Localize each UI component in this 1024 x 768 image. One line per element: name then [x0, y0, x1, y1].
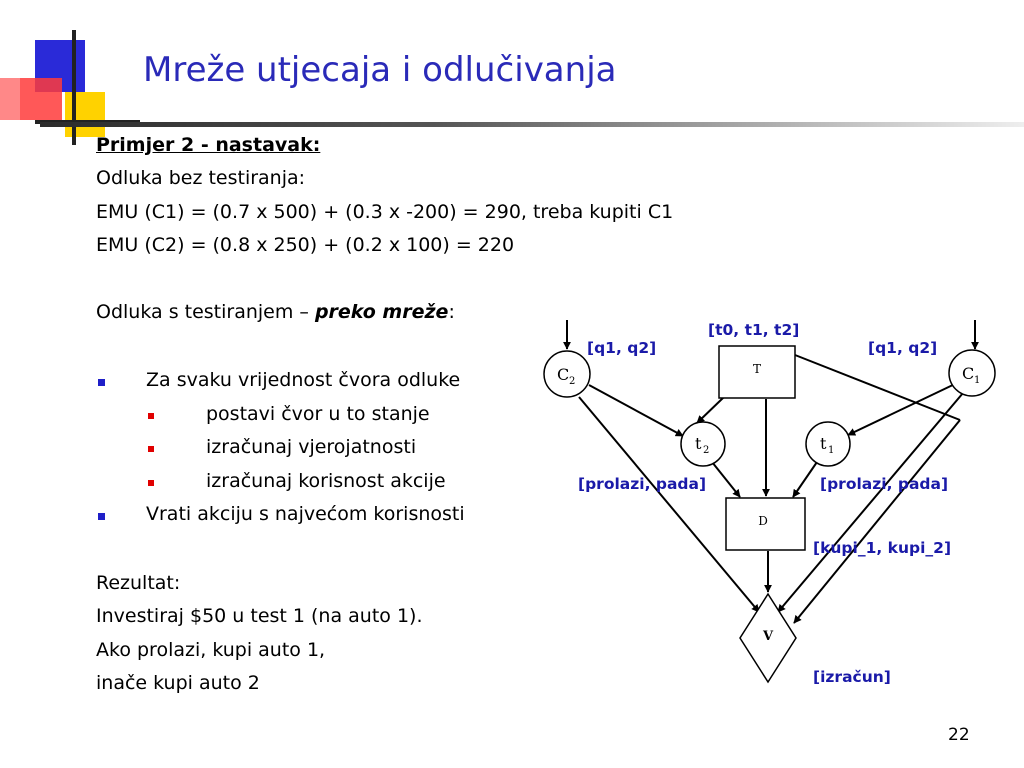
edge-t2-D [712, 462, 740, 497]
svg-text:C: C [557, 365, 570, 384]
bullet-item: Vrati akciju s najvećom korisnosti [146, 503, 465, 525]
svg-text:2: 2 [569, 376, 576, 387]
sub-bullet-item: izračunaj vjerojatnosti [206, 436, 417, 458]
sub-bullet-item: izračunaj korisnost akcije [206, 470, 446, 492]
label-c2-states: [q1, q2] [587, 339, 657, 357]
node-t2 [681, 422, 725, 466]
text-line: EMU (C2) = (0.8 x 250) + (0.2 x 100) = 220 [96, 234, 515, 256]
svg-text:D: D [758, 514, 768, 528]
svg-text:2: 2 [703, 445, 710, 456]
label-t2-states: [prolazi, pada] [578, 475, 707, 493]
node-c2 [544, 351, 590, 397]
text-line: Odluka bez testiranja: [96, 167, 306, 189]
result-line: Ako prolazi, kupi auto 1, [96, 639, 326, 661]
result-line: Investiraj $50 u test 1 (na auto 1). [96, 605, 423, 627]
result-line: Rezultat: [96, 572, 181, 594]
node-t1 [806, 422, 850, 466]
text-suffix: : [448, 301, 455, 323]
svg-text:t: t [820, 434, 827, 453]
emphasis-text: preko mreže [314, 301, 449, 323]
sub-bullet-item: postavi čvor u to stanje [206, 403, 430, 425]
svg-text:V: V [762, 629, 774, 644]
node-T [719, 346, 795, 398]
edge-t1-D [793, 462, 817, 497]
label-d-states: [kupi_1, kupi_2] [813, 539, 952, 557]
edge-c2-t2 [589, 385, 683, 436]
edge-T-t2 [697, 397, 724, 423]
node-D [726, 498, 805, 550]
text-prefix: Odluka s testiranjem – [96, 301, 309, 323]
edge-T-v [795, 355, 960, 420]
text-line: EMU (C1) = (0.7 x 500) + (0.3 x -200) = 290, treba kupiti C1 [96, 201, 674, 223]
svg-text:t: t [695, 434, 702, 453]
bullet-item: Za svaku vrijednost čvora odluke [146, 369, 461, 391]
label-t1-states: [prolazi, pada] [820, 475, 949, 493]
node-c1 [949, 350, 995, 396]
label-t-states: [t0, t1, t2] [708, 321, 800, 339]
edge-c1-t1 [848, 383, 957, 435]
svg-text:C: C [962, 364, 975, 383]
example-heading: Primjer 2 - nastavak: [96, 134, 321, 156]
label-c1-states: [q1, q2] [868, 339, 938, 357]
node-V [740, 594, 796, 682]
result-line: inače kupi auto 2 [96, 672, 260, 694]
label-v-states: [izračun] [813, 668, 891, 686]
svg-text:T: T [752, 362, 762, 376]
svg-text:1: 1 [974, 375, 981, 386]
page-title: Mreže utjecaja i odlučivanja [143, 50, 617, 90]
page-number: 22 [948, 725, 970, 745]
svg-text:1: 1 [828, 445, 835, 456]
